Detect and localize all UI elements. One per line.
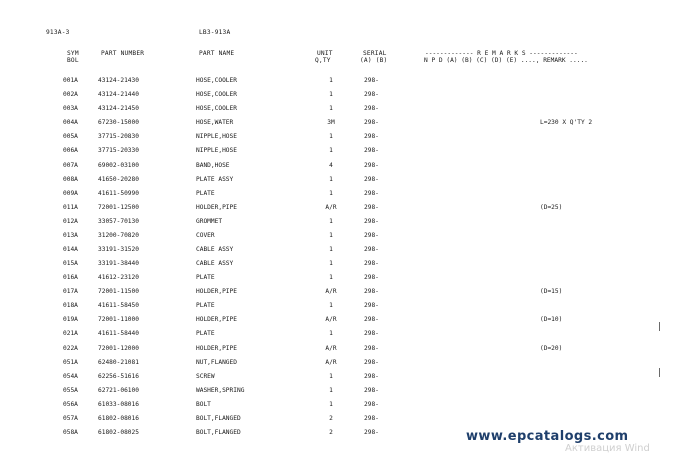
row-quantity: 2 xyxy=(329,414,333,422)
row-quantity: 1 xyxy=(329,189,333,197)
table-row xyxy=(0,346,678,355)
row-symbol: 001A xyxy=(63,77,78,84)
table-row xyxy=(0,331,678,340)
row-part-number: 62480-21081 xyxy=(98,358,139,366)
row-part-number: 72001-11500 xyxy=(98,288,139,296)
row-serial: 298- xyxy=(364,400,379,408)
row-part-name: WASHER,SPRING xyxy=(196,386,245,394)
table-row xyxy=(0,219,678,228)
row-symbol: 007A xyxy=(63,161,78,169)
row-symbol: 057A xyxy=(63,414,78,422)
row-remark: (D=20) xyxy=(540,344,563,352)
row-symbol: 012A xyxy=(63,217,78,225)
row-part-number: 61802-08016 xyxy=(98,414,139,422)
row-symbol: 002A xyxy=(63,91,78,99)
row-part-name: NUT,FLANGED xyxy=(196,358,237,366)
row-quantity: 1 xyxy=(329,246,333,253)
row-part-name: BOLT,FLANGED xyxy=(196,429,241,436)
row-quantity: 3M xyxy=(327,119,335,127)
catalog-id: LB3-913A xyxy=(199,29,231,36)
table-row xyxy=(0,205,678,214)
table-row xyxy=(0,275,678,284)
header-qty: Q,TY xyxy=(315,57,331,64)
row-serial: 298- xyxy=(364,217,379,225)
row-symbol: 055A xyxy=(63,386,78,394)
row-quantity: A/R xyxy=(325,203,337,211)
row-part-name: HOSE,COOLER xyxy=(196,77,237,84)
header-serial-ab: (A) (B) xyxy=(360,57,388,64)
row-serial: 298- xyxy=(364,161,379,169)
row-serial: 298- xyxy=(364,330,379,338)
row-part-name: HOSE,COOLER xyxy=(196,105,237,113)
table-row xyxy=(0,78,678,87)
activation-watermark: Активация Wind xyxy=(565,443,650,454)
row-part-name: NIPPLE,HOSE xyxy=(196,147,237,155)
row-part-number: 41612-23120 xyxy=(98,274,139,282)
row-quantity: 1 xyxy=(329,372,333,380)
row-quantity: 1 xyxy=(329,105,333,113)
row-part-number: 43124-21440 xyxy=(98,91,139,99)
row-part-name: PLATE xyxy=(196,330,215,338)
row-part-number: 61802-08025 xyxy=(98,429,139,436)
row-part-number: 61033-08016 xyxy=(98,400,139,408)
row-quantity: 1 xyxy=(329,274,333,282)
row-part-number: 41611-50990 xyxy=(98,189,139,197)
row-part-number: 62721-06100 xyxy=(98,386,139,394)
scan-mark xyxy=(659,368,660,377)
row-symbol: 051A xyxy=(63,358,78,366)
row-part-name: HOLDER,PIPE xyxy=(196,344,237,352)
table-row xyxy=(0,134,678,143)
row-quantity: A/R xyxy=(325,288,337,296)
row-part-number: 41611-58440 xyxy=(98,330,139,338)
row-serial: 298- xyxy=(364,274,379,282)
row-part-number: 72001-12000 xyxy=(98,344,139,352)
row-part-name: HOLDER,PIPE xyxy=(196,316,237,324)
row-part-name: BOLT,FLANGED xyxy=(196,414,241,422)
header-sym: SYM xyxy=(67,50,79,57)
table-row xyxy=(0,289,678,298)
row-serial: 298- xyxy=(364,147,379,155)
row-part-name: PLATE ASSY xyxy=(196,175,234,183)
row-symbol: 003A xyxy=(63,105,78,113)
row-quantity: 1 xyxy=(329,260,333,267)
row-quantity: 1 xyxy=(329,231,333,239)
row-part-name: NIPPLE,HOSE xyxy=(196,133,237,141)
row-serial: 298- xyxy=(364,429,379,436)
row-serial: 298- xyxy=(364,372,379,380)
row-part-name: SCREW xyxy=(196,372,215,380)
row-serial: 298- xyxy=(364,358,379,366)
row-quantity: 1 xyxy=(329,400,333,408)
row-part-number: 41650-20280 xyxy=(98,175,139,183)
table-row xyxy=(0,360,678,369)
row-symbol: 019A xyxy=(63,316,78,324)
row-serial: 298- xyxy=(364,344,379,352)
row-symbol: 021A xyxy=(63,330,78,338)
row-part-number: 37715-20330 xyxy=(98,147,139,155)
table-row xyxy=(0,303,678,312)
table-row xyxy=(0,402,678,411)
row-serial: 298- xyxy=(364,302,379,310)
table-row xyxy=(0,191,678,200)
row-part-number: 69002-03100 xyxy=(98,161,139,169)
row-remark: L=230 X Q'TY 2 xyxy=(540,119,593,127)
watermark-url: www.epcatalogs.com xyxy=(466,429,629,444)
row-quantity: 1 xyxy=(329,217,333,225)
row-symbol: 014A xyxy=(63,246,78,253)
row-serial: 298- xyxy=(364,231,379,239)
header-remarks-columns: N P D (A) (B) (C) (D) (E) ...., REMARK ..... xyxy=(424,57,588,64)
row-part-name: COVER xyxy=(196,231,215,239)
row-serial: 298- xyxy=(364,175,379,183)
row-part-number: 72001-11000 xyxy=(98,316,139,324)
row-quantity: 1 xyxy=(329,133,333,141)
row-part-name: CABLE ASSY xyxy=(196,260,234,267)
row-serial: 298- xyxy=(364,119,379,127)
header-part-number: PART NUMBER xyxy=(101,50,145,57)
row-part-name: HOSE,COOLER xyxy=(196,91,237,99)
table-row xyxy=(0,106,678,115)
row-part-name: PLATE xyxy=(196,274,215,282)
row-serial: 298- xyxy=(364,414,379,422)
row-remark: (D=15) xyxy=(540,288,563,296)
row-quantity: 1 xyxy=(329,302,333,310)
row-symbol: 016A xyxy=(63,274,78,282)
row-serial: 298- xyxy=(364,246,379,253)
header-part-name: PART NAME xyxy=(199,50,235,57)
row-symbol: 058A xyxy=(63,429,78,436)
row-remark: (D=10) xyxy=(540,316,563,324)
row-part-number: 31200-70820 xyxy=(98,231,139,239)
row-serial: 298- xyxy=(364,203,379,211)
row-symbol: 008A xyxy=(63,175,78,183)
row-part-number: 62256-51616 xyxy=(98,372,139,380)
row-symbol: 018A xyxy=(63,302,78,310)
row-part-name: HOSE,WATER xyxy=(196,119,234,127)
row-part-name: BAND,HOSE xyxy=(196,161,230,169)
table-row xyxy=(0,148,678,157)
row-part-number: 41611-58450 xyxy=(98,302,139,310)
row-part-number: 43124-21430 xyxy=(98,77,139,84)
row-quantity: 1 xyxy=(329,91,333,99)
header-bol: BOL xyxy=(67,57,79,64)
document-id: 913A-3 xyxy=(46,29,70,36)
row-part-name: BOLT xyxy=(196,400,211,408)
row-serial: 298- xyxy=(364,316,379,324)
row-serial: 298- xyxy=(364,386,379,394)
table-row xyxy=(0,177,678,186)
row-symbol: 056A xyxy=(63,400,78,408)
row-symbol: 013A xyxy=(63,231,78,239)
table-row xyxy=(0,416,678,425)
table-row xyxy=(0,120,678,129)
row-part-number: 37715-20830 xyxy=(98,133,139,141)
row-part-name: PLATE xyxy=(196,302,215,310)
row-serial: 298- xyxy=(364,189,379,197)
row-quantity: 2 xyxy=(329,429,333,436)
row-quantity: A/R xyxy=(325,344,337,352)
header-unit: UNIT xyxy=(317,50,333,57)
table-row xyxy=(0,163,678,172)
table-row xyxy=(0,317,678,326)
row-symbol: 009A xyxy=(63,189,78,197)
row-serial: 298- xyxy=(364,105,379,113)
row-quantity: 1 xyxy=(329,147,333,155)
row-part-number: 43124-21450 xyxy=(98,105,139,113)
row-symbol: 004A xyxy=(63,119,78,127)
row-quantity: A/R xyxy=(325,316,337,324)
row-symbol: 011A xyxy=(63,203,78,211)
row-part-name: HOLDER,PIPE xyxy=(196,203,237,211)
row-serial: 298- xyxy=(364,288,379,296)
table-row xyxy=(0,247,678,256)
row-quantity: 1 xyxy=(329,330,333,338)
header-serial: SERIAL xyxy=(363,50,387,57)
row-quantity: 4 xyxy=(329,161,333,169)
row-quantity: 1 xyxy=(329,77,333,84)
row-part-name: GROMMET xyxy=(196,217,223,225)
row-part-number: 67230-15000 xyxy=(98,119,139,127)
row-part-name: PLATE xyxy=(196,189,215,197)
row-quantity: 1 xyxy=(329,175,333,183)
row-symbol: 006A xyxy=(63,147,78,155)
table-row xyxy=(0,92,678,101)
row-part-number: 33191-31520 xyxy=(98,246,139,253)
row-part-number: 33191-38440 xyxy=(98,260,139,267)
table-row xyxy=(0,233,678,242)
row-part-name: CABLE ASSY xyxy=(196,246,234,253)
table-row xyxy=(0,261,678,270)
row-serial: 298- xyxy=(364,133,379,141)
table-row xyxy=(0,374,678,383)
row-symbol: 015A xyxy=(63,260,78,267)
row-serial: 298- xyxy=(364,77,379,84)
row-symbol: 017A xyxy=(63,288,78,296)
row-quantity: 1 xyxy=(329,386,333,394)
row-remark: (D=25) xyxy=(540,203,563,211)
row-part-number: 72001-12500 xyxy=(98,203,139,211)
row-serial: 298- xyxy=(364,91,379,99)
row-part-name: HOLDER,PIPE xyxy=(196,288,237,296)
row-symbol: 005A xyxy=(63,133,78,141)
row-symbol: 022A xyxy=(63,344,78,352)
header-remarks: ------------- R E M A R K S ------------- xyxy=(425,50,578,57)
row-part-number: 33057-70130 xyxy=(98,217,139,225)
row-quantity: A/R xyxy=(325,358,337,366)
scan-mark xyxy=(659,322,660,331)
table-row xyxy=(0,388,678,397)
row-symbol: 054A xyxy=(63,372,78,380)
row-serial: 298- xyxy=(364,260,379,267)
